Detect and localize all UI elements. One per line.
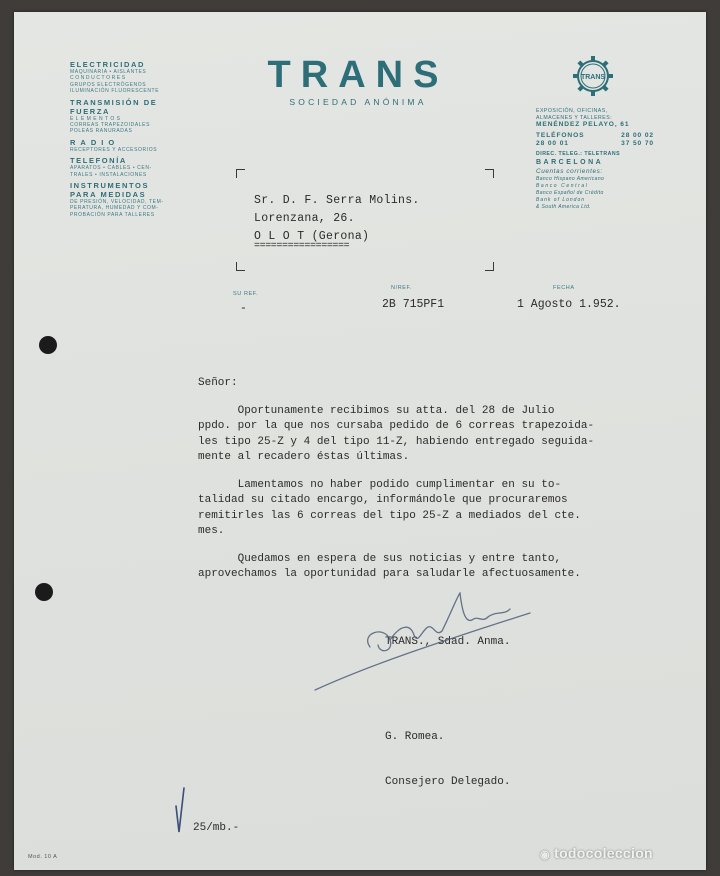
camera-icon: ◉ bbox=[540, 849, 550, 861]
address-window-corner bbox=[485, 262, 494, 271]
n-ref-label: N/REF. bbox=[391, 285, 413, 291]
fecha-label: FECHA bbox=[553, 285, 575, 291]
letter-paragraph: Quedamos en espera de sus noticias y entre tanto, aprovechamos la oportunidad para saludarle afectuosamente. bbox=[198, 552, 581, 580]
su-ref-value: - bbox=[240, 302, 247, 315]
service-section: TELEFONÍA APARATOS • CABLES • CEN- TRALES • INSTALACIONES bbox=[70, 156, 152, 178]
service-section: ELECTRICIDAD MAQUINARIA • AISLANTES CONDUCTORES GRUPOS ELECTRÓGENOS ILUMINACIÓN FLUORESCENTE bbox=[70, 60, 160, 95]
signature-company: TRANS., Sdad. Anma. bbox=[385, 636, 511, 648]
service-section: INSTRUMENTOS PARA MEDIDAS DE PRESIÓN, VELOCIDAD, TEM- PERATURA, HUMEDAD Y COM- PROBACIÓN PARA TALLERES bbox=[70, 181, 164, 218]
salutation: Señor: bbox=[198, 377, 238, 389]
contact-column: EXPOSICIÓN, OFICINAS, ALMACENES Y TALLERES: MENÉNDEZ PELAYO, 61 TELÉFONOS 28 00 02 28 00 01 37 50 70 DIREC. TELEG.: TELETRANS BARCELONA Cuentas corrientes: Banco Hispano Americano Banco Central Banco Español de Crédito Bank of London & South America Ltd. bbox=[536, 108, 654, 210]
letter-date: 1 Agosto 1.952. bbox=[517, 298, 621, 311]
address-window-corner bbox=[236, 169, 245, 178]
gear-logo-icon bbox=[571, 54, 615, 98]
letter-body bbox=[198, 376, 678, 595]
signer-title: Consejero Delegado. bbox=[385, 776, 511, 788]
su-ref-label: SU REF. bbox=[233, 291, 259, 297]
services-column bbox=[70, 60, 180, 221]
company-address: MENÉNDEZ PELAYO, 61 bbox=[536, 121, 630, 129]
company-city: BARCELONA bbox=[536, 158, 604, 166]
address-window-corner bbox=[236, 262, 245, 271]
signer-name: G. Romea. bbox=[385, 731, 445, 743]
company-subtitle: SOCIEDAD ANÓNIMA bbox=[289, 97, 427, 107]
recipient-name: Sr. D. F. Serra Molins. bbox=[254, 194, 420, 207]
recipient-street: Lorenzana, 26. bbox=[254, 212, 355, 225]
punch-hole bbox=[35, 583, 53, 601]
svg-text:TRANS: TRANS bbox=[580, 74, 606, 81]
service-section: TRANSMISIÓN DE FUERZA ELEMENTOS CORREAS TRAPEZOIDALES POLEAS RANURADAS bbox=[70, 97, 158, 135]
address-window-corner bbox=[485, 169, 494, 178]
company-header bbox=[252, 55, 464, 107]
company-name: TRANS bbox=[267, 54, 449, 96]
recipient-underline: ================= bbox=[254, 241, 350, 252]
letter-paragraph: Lamentamos no haber podido cumplimentar en su to- talidad su citado encargo, informándole que procuraremos remitirles las 6 correas del tipo 25-Z a mediados del cte. mes. bbox=[198, 478, 581, 537]
watermark-logo: ◉ todocoleccion bbox=[540, 845, 653, 861]
letter-paragraph: Oportunamente recibimos su atta. del 28 de Julio ppdo. por la que nos cursaba pedido de 6 correas trapezoida- les tipo 25-Z y 4 del tipo 11-Z, habiendo entregado seguida- mente al recadero éstas últimas. bbox=[198, 404, 595, 463]
check-mark-icon bbox=[170, 786, 190, 836]
recipient-city: O L O T (Gerona) bbox=[254, 230, 370, 243]
recipient-address bbox=[254, 192, 420, 252]
handwritten-signature bbox=[310, 585, 540, 695]
service-section: RADIO RECEPTORES Y ACCESORIOS bbox=[70, 137, 158, 153]
form-model-number: Mod. 10 A bbox=[28, 854, 58, 860]
n-ref-value: 2B 715PF1 bbox=[382, 298, 445, 311]
punch-hole bbox=[39, 336, 57, 354]
typist-reference: 25/mb.- bbox=[193, 822, 240, 834]
